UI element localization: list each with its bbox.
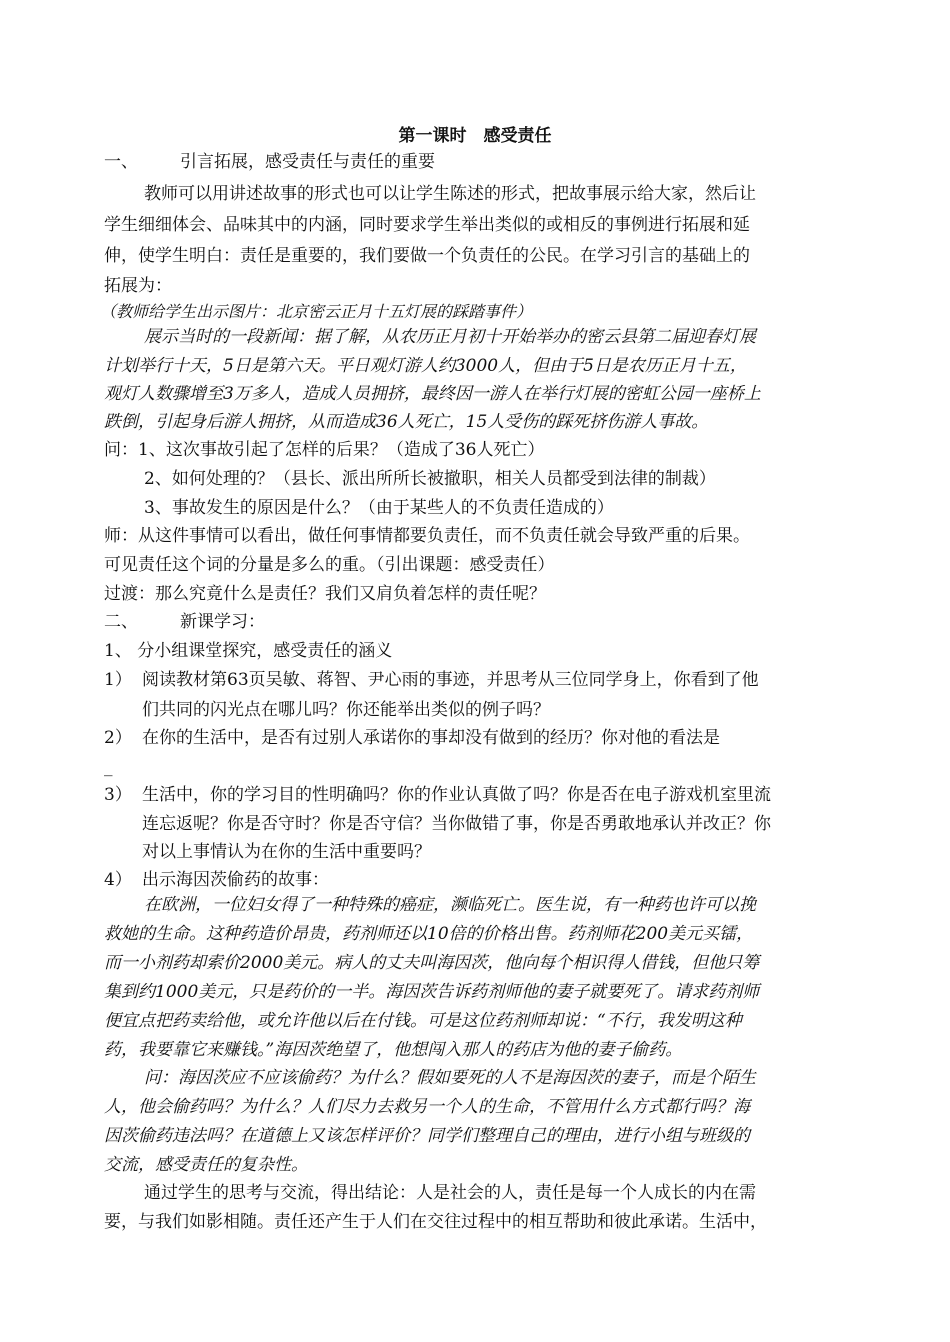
- intro-line-2: 学生细细体会、品味其中的内涵，同时要求学生举出类似的或相反的事例进行拓展和延: [104, 215, 750, 235]
- conclusion-line-1: 通过学生的思考与交流，得出结论：人是社会的人，责任是每一个人成长的内在需: [144, 1183, 756, 1203]
- story-line-3: 而一小剂药却索价2000美元。病人的丈夫叫海因茨，他向每个相识得人借钱，但他只筹: [104, 953, 760, 973]
- story-line-2: 救她的生命。这种药造价昂贵，药剂师还以10倍的价格出售。药剂师花200美元买镭，: [104, 924, 754, 944]
- story-question-line-4: 交流，感受责任的复杂性。: [104, 1155, 308, 1175]
- story-line-5: 便宜点把药卖给他，或允许他以后在付钱。可是这位药剂师却说：“不行，我发明这种: [104, 1011, 742, 1031]
- item-4-number: 4）: [104, 870, 132, 890]
- question-3: 3、事故发生的原因是什么？（由于某些人的不负责任造成的）: [144, 498, 614, 518]
- section1-heading: 引言拓展，感受责任与责任的重要: [180, 152, 435, 172]
- image-note: （教师给学生出示图片：北京密云正月十五灯展的踩踏事件）: [100, 302, 533, 321]
- item-2-number: 2）: [104, 728, 132, 748]
- teacher-line-1: 师：从这件事情可以看出，做任何事情都要负责任，而不负责任就会导致严重的后果。: [104, 526, 750, 546]
- story-line-6: 药，我要靠它来赚钱。”海因茨绝望了，他想闯入那人的药店为他的妻子偷药。: [104, 1040, 683, 1060]
- news-line-3: 观灯人数骤增至3万多人，造成人员拥挤，最终因一游人在举行灯展的密虹公园一座桥上: [104, 384, 761, 404]
- item-3-number: 3）: [104, 785, 132, 805]
- intro-line-3: 伸，使学生明白：责任是重要的，我们要做一个负责任的公民。在学习引言的基础上的: [104, 246, 750, 266]
- item-1-line-1: 阅读教材第63页吴敏、蒋智、尹心雨的事迹，并思考从三位同学身上，你看到了他: [142, 670, 759, 690]
- question-2: 2、如何处理的？（县长、派出所所长被撤职，相关人员都受到法律的制裁）: [144, 469, 716, 489]
- blank-mark: _: [104, 757, 113, 777]
- story-line-4: 集到约1000美元，只是药价的一半。海因茨告诉药剂师他的妻子就要死了。请求药剂师: [104, 982, 760, 1002]
- story-line-1: 在欧洲，一位妇女得了一种特殊的癌症，濒临死亡。医生说，有一种药也许可以挽: [144, 895, 756, 915]
- item-4-line-1: 出示海因茨偷药的故事：: [142, 870, 329, 890]
- news-line-4: 跌倒，引起身后游人拥挤，从而造成36人死亡，15人受伤的踩死挤伤游人事故。: [104, 412, 709, 432]
- story-question-line-1: 问：海因茨应不应该偷药？为什么？假如要死的人不是海因茨的妻子，而是个陌生: [144, 1068, 756, 1088]
- section2-number: 二、: [104, 612, 138, 632]
- question-1: 问：1、这次事故引起了怎样的后果？（造成了36人死亡）: [104, 440, 545, 460]
- intro-line-4: 拓展为：: [104, 276, 172, 296]
- item-3-line-3: 对以上事情认为在你的生活中重要吗？: [142, 842, 431, 862]
- item-2-line-1: 在你的生活中，是否有过别人承诺你的事却没有做到的经历？你对他的看法是: [142, 728, 720, 748]
- teacher-line-2: 可见责任这个词的分量是多么的重。（引出课题：感受责任）: [104, 555, 555, 575]
- news-line-2: 计划举行十天，5日是第六天。平日观灯游人约3000人，但由于5日是农历正月十五，: [104, 356, 747, 376]
- section2-heading: 新课学习：: [180, 612, 265, 632]
- item-1-line-2: 们共同的闪光点在哪儿吗？你还能举出类似的例子吗？: [142, 700, 550, 720]
- subsection-1: 1、 分小组课堂探究，感受责任的涵义: [104, 641, 393, 661]
- item-3-line-2: 连忘返呢？你是否守时？你是否守信？当你做错了事，你是否勇敢地承认并改正？你: [142, 814, 771, 834]
- story-question-line-3: 因茨偷药违法吗？在道德上又该怎样评价？同学们整理自己的理由，进行小组与班级的: [104, 1126, 750, 1146]
- news-line-1: 展示当时的一段新闻：据了解，从农历正月初十开始举办的密云县第二届迎春灯展: [144, 327, 756, 347]
- item-3-line-1: 生活中，你的学习目的性明确吗？你的作业认真做了吗？你是否在电子游戏机室里流: [142, 785, 771, 805]
- item-1-number: 1）: [104, 670, 132, 690]
- conclusion-line-2: 要，与我们如影相随。责任还产生于人们在交往过程中的相互帮助和彼此承诺。生活中，: [104, 1212, 767, 1232]
- section1-number: 一、: [104, 152, 138, 172]
- intro-line-1: 教师可以用讲述故事的形式也可以让学生陈述的形式，把故事展示给大家，然后让: [144, 184, 756, 204]
- story-question-line-2: 人，他会偷药吗？为什么？人们尽力去救另一个人的生命，不管用什么方式都行吗？海: [104, 1097, 750, 1117]
- transition-text: 过渡：那么究竟什么是责任？我们又肩负着怎样的责任呢？: [104, 584, 546, 604]
- lesson-title: 第一课时 感受责任: [398, 126, 552, 146]
